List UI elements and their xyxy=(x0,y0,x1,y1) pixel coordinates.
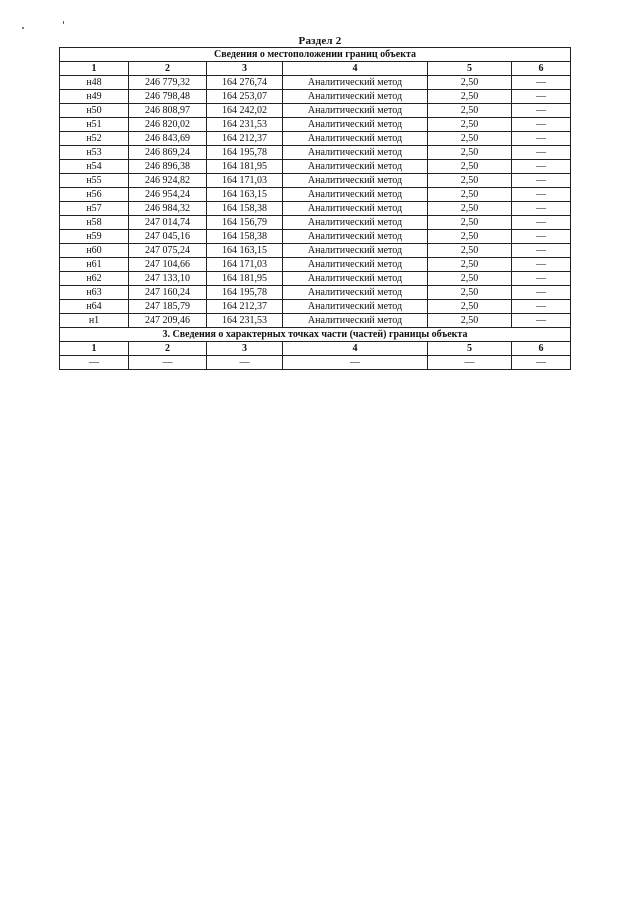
empty-value-cell: — xyxy=(512,356,571,370)
x-coord-cell: 246 808,97 xyxy=(129,104,207,118)
y-coord-cell: 164 195,78 xyxy=(207,286,283,300)
table-row xyxy=(60,272,571,286)
point-id-cell: н53 xyxy=(60,146,129,160)
y-coord-cell: 164 276,74 xyxy=(207,76,283,90)
method-cell: Аналитический метод xyxy=(283,286,428,300)
empty-value-cell: — xyxy=(207,356,283,370)
point-id-cell: н51 xyxy=(60,118,129,132)
method-cell: Аналитический метод xyxy=(283,272,428,286)
point-id-cell: н56 xyxy=(60,188,129,202)
y-coord-cell: 164 163,15 xyxy=(207,244,283,258)
x-coord-cell: 247 133,10 xyxy=(129,272,207,286)
table-row xyxy=(60,118,571,132)
y-coord-cell: 164 181,95 xyxy=(207,272,283,286)
column-number: 1 xyxy=(60,342,129,356)
method-cell: Аналитический метод xyxy=(283,132,428,146)
point-id-cell: н60 xyxy=(60,244,129,258)
column-number: 3 xyxy=(207,62,283,76)
accuracy-cell: 2,50 xyxy=(428,76,512,90)
description-cell: — xyxy=(512,104,571,118)
x-coord-cell: 247 185,79 xyxy=(129,300,207,314)
section1-title: Сведения о местоположении границ объекта xyxy=(60,48,571,62)
y-coord-cell: 164 195,78 xyxy=(207,146,283,160)
description-cell: — xyxy=(512,202,571,216)
description-cell: — xyxy=(512,286,571,300)
point-id-cell: н55 xyxy=(60,174,129,188)
point-id-cell: н52 xyxy=(60,132,129,146)
y-coord-cell: 164 163,15 xyxy=(207,188,283,202)
accuracy-cell: 2,50 xyxy=(428,244,512,258)
accuracy-cell: 2,50 xyxy=(428,174,512,188)
method-cell: Аналитический метод xyxy=(283,146,428,160)
scan-speck xyxy=(22,27,24,29)
accuracy-cell: 2,50 xyxy=(428,272,512,286)
method-cell: Аналитический метод xyxy=(283,188,428,202)
column-number: 6 xyxy=(512,62,571,76)
boundary-table-body xyxy=(60,48,571,370)
column-number: 5 xyxy=(428,342,512,356)
empty-value-cell: — xyxy=(283,356,428,370)
description-cell: — xyxy=(512,230,571,244)
point-id-cell: н63 xyxy=(60,286,129,300)
x-coord-cell: 247 014,74 xyxy=(129,216,207,230)
x-coord-cell: 246 924,82 xyxy=(129,174,207,188)
y-coord-cell: 164 171,03 xyxy=(207,258,283,272)
method-cell: Аналитический метод xyxy=(283,118,428,132)
column-number: 5 xyxy=(428,62,512,76)
table-row xyxy=(60,258,571,272)
description-cell: — xyxy=(512,314,571,328)
table-row xyxy=(60,132,571,146)
point-id-cell: н59 xyxy=(60,230,129,244)
table-row xyxy=(60,90,571,104)
description-cell: — xyxy=(512,174,571,188)
description-cell: — xyxy=(512,188,571,202)
description-cell: — xyxy=(512,272,571,286)
x-coord-cell: 246 820,02 xyxy=(129,118,207,132)
x-coord-cell: 246 843,69 xyxy=(129,132,207,146)
point-id-cell: н48 xyxy=(60,76,129,90)
x-coord-cell: 246 798,48 xyxy=(129,90,207,104)
table-row xyxy=(60,300,571,314)
accuracy-cell: 2,50 xyxy=(428,146,512,160)
accuracy-cell: 2,50 xyxy=(428,188,512,202)
boundary-table xyxy=(59,47,571,370)
x-coord-cell: 247 045,16 xyxy=(129,230,207,244)
accuracy-cell: 2,50 xyxy=(428,314,512,328)
description-cell: — xyxy=(512,132,571,146)
table-row xyxy=(60,202,571,216)
accuracy-cell: 2,50 xyxy=(428,230,512,244)
y-coord-cell: 164 253,07 xyxy=(207,90,283,104)
section1-title-row xyxy=(60,48,571,62)
table-row xyxy=(60,174,571,188)
description-cell: — xyxy=(512,258,571,272)
description-cell: — xyxy=(512,146,571,160)
description-cell: — xyxy=(512,300,571,314)
table-row xyxy=(60,104,571,118)
section1-column-numbers xyxy=(60,62,571,76)
method-cell: Аналитический метод xyxy=(283,174,428,188)
table-row xyxy=(60,286,571,300)
point-id-cell: н62 xyxy=(60,272,129,286)
column-number: 1 xyxy=(60,62,129,76)
x-coord-cell: 247 160,24 xyxy=(129,286,207,300)
column-number: 2 xyxy=(129,342,207,356)
y-coord-cell: 164 242,02 xyxy=(207,104,283,118)
accuracy-cell: 2,50 xyxy=(428,258,512,272)
table-row xyxy=(60,160,571,174)
description-cell: — xyxy=(512,76,571,90)
section-heading: Раздел 2 xyxy=(298,35,342,47)
y-coord-cell: 164 171,03 xyxy=(207,174,283,188)
column-number: 2 xyxy=(129,62,207,76)
point-id-cell: н61 xyxy=(60,258,129,272)
table-row xyxy=(60,216,571,230)
point-id-cell: н64 xyxy=(60,300,129,314)
x-coord-cell: 246 779,32 xyxy=(129,76,207,90)
section3-title: 3. Сведения о характерных точках части (частей) границы объекта xyxy=(60,328,571,342)
method-cell: Аналитический метод xyxy=(283,76,428,90)
point-id-cell: н1 xyxy=(60,314,129,328)
y-coord-cell: 164 231,53 xyxy=(207,118,283,132)
column-number: 4 xyxy=(283,342,428,356)
table-row xyxy=(60,230,571,244)
point-id-cell: н58 xyxy=(60,216,129,230)
method-cell: Аналитический метод xyxy=(283,202,428,216)
x-coord-cell: 246 984,32 xyxy=(129,202,207,216)
x-coord-cell: 246 954,24 xyxy=(129,188,207,202)
accuracy-cell: 2,50 xyxy=(428,132,512,146)
method-cell: Аналитический метод xyxy=(283,230,428,244)
y-coord-cell: 164 156,79 xyxy=(207,216,283,230)
column-number: 3 xyxy=(207,342,283,356)
y-coord-cell: 164 212,37 xyxy=(207,132,283,146)
table-row xyxy=(60,188,571,202)
y-coord-cell: 164 231,53 xyxy=(207,314,283,328)
method-cell: Аналитический метод xyxy=(283,314,428,328)
method-cell: Аналитический метод xyxy=(283,216,428,230)
accuracy-cell: 2,50 xyxy=(428,286,512,300)
point-id-cell: н50 xyxy=(60,104,129,118)
scan-speck xyxy=(63,21,64,24)
column-number: 6 xyxy=(512,342,571,356)
table-row xyxy=(60,244,571,258)
table-row xyxy=(60,76,571,90)
method-cell: Аналитический метод xyxy=(283,160,428,174)
accuracy-cell: 2,50 xyxy=(428,216,512,230)
table-row xyxy=(60,356,571,370)
point-id-cell: н54 xyxy=(60,160,129,174)
table-row xyxy=(60,146,571,160)
x-coord-cell: 246 896,38 xyxy=(129,160,207,174)
empty-value-cell: — xyxy=(129,356,207,370)
accuracy-cell: 2,50 xyxy=(428,90,512,104)
accuracy-cell: 2,50 xyxy=(428,300,512,314)
description-cell: — xyxy=(512,118,571,132)
description-cell: — xyxy=(512,244,571,258)
method-cell: Аналитический метод xyxy=(283,244,428,258)
x-coord-cell: 246 869,24 xyxy=(129,146,207,160)
column-number: 4 xyxy=(283,62,428,76)
method-cell: Аналитический метод xyxy=(283,258,428,272)
y-coord-cell: 164 158,38 xyxy=(207,202,283,216)
description-cell: — xyxy=(512,90,571,104)
x-coord-cell: 247 075,24 xyxy=(129,244,207,258)
description-cell: — xyxy=(512,216,571,230)
empty-value-cell: — xyxy=(428,356,512,370)
accuracy-cell: 2,50 xyxy=(428,202,512,216)
x-coord-cell: 247 104,66 xyxy=(129,258,207,272)
method-cell: Аналитический метод xyxy=(283,104,428,118)
point-id-cell: н57 xyxy=(60,202,129,216)
x-coord-cell: 247 209,46 xyxy=(129,314,207,328)
y-coord-cell: 164 212,37 xyxy=(207,300,283,314)
accuracy-cell: 2,50 xyxy=(428,104,512,118)
method-cell: Аналитический метод xyxy=(283,300,428,314)
section3-title-row xyxy=(60,328,571,342)
section3-column-numbers xyxy=(60,342,571,356)
empty-value-cell: — xyxy=(60,356,129,370)
description-cell: — xyxy=(512,160,571,174)
y-coord-cell: 164 158,38 xyxy=(207,230,283,244)
accuracy-cell: 2,50 xyxy=(428,160,512,174)
table-row xyxy=(60,314,571,328)
accuracy-cell: 2,50 xyxy=(428,118,512,132)
point-id-cell: н49 xyxy=(60,90,129,104)
y-coord-cell: 164 181,95 xyxy=(207,160,283,174)
method-cell: Аналитический метод xyxy=(283,90,428,104)
